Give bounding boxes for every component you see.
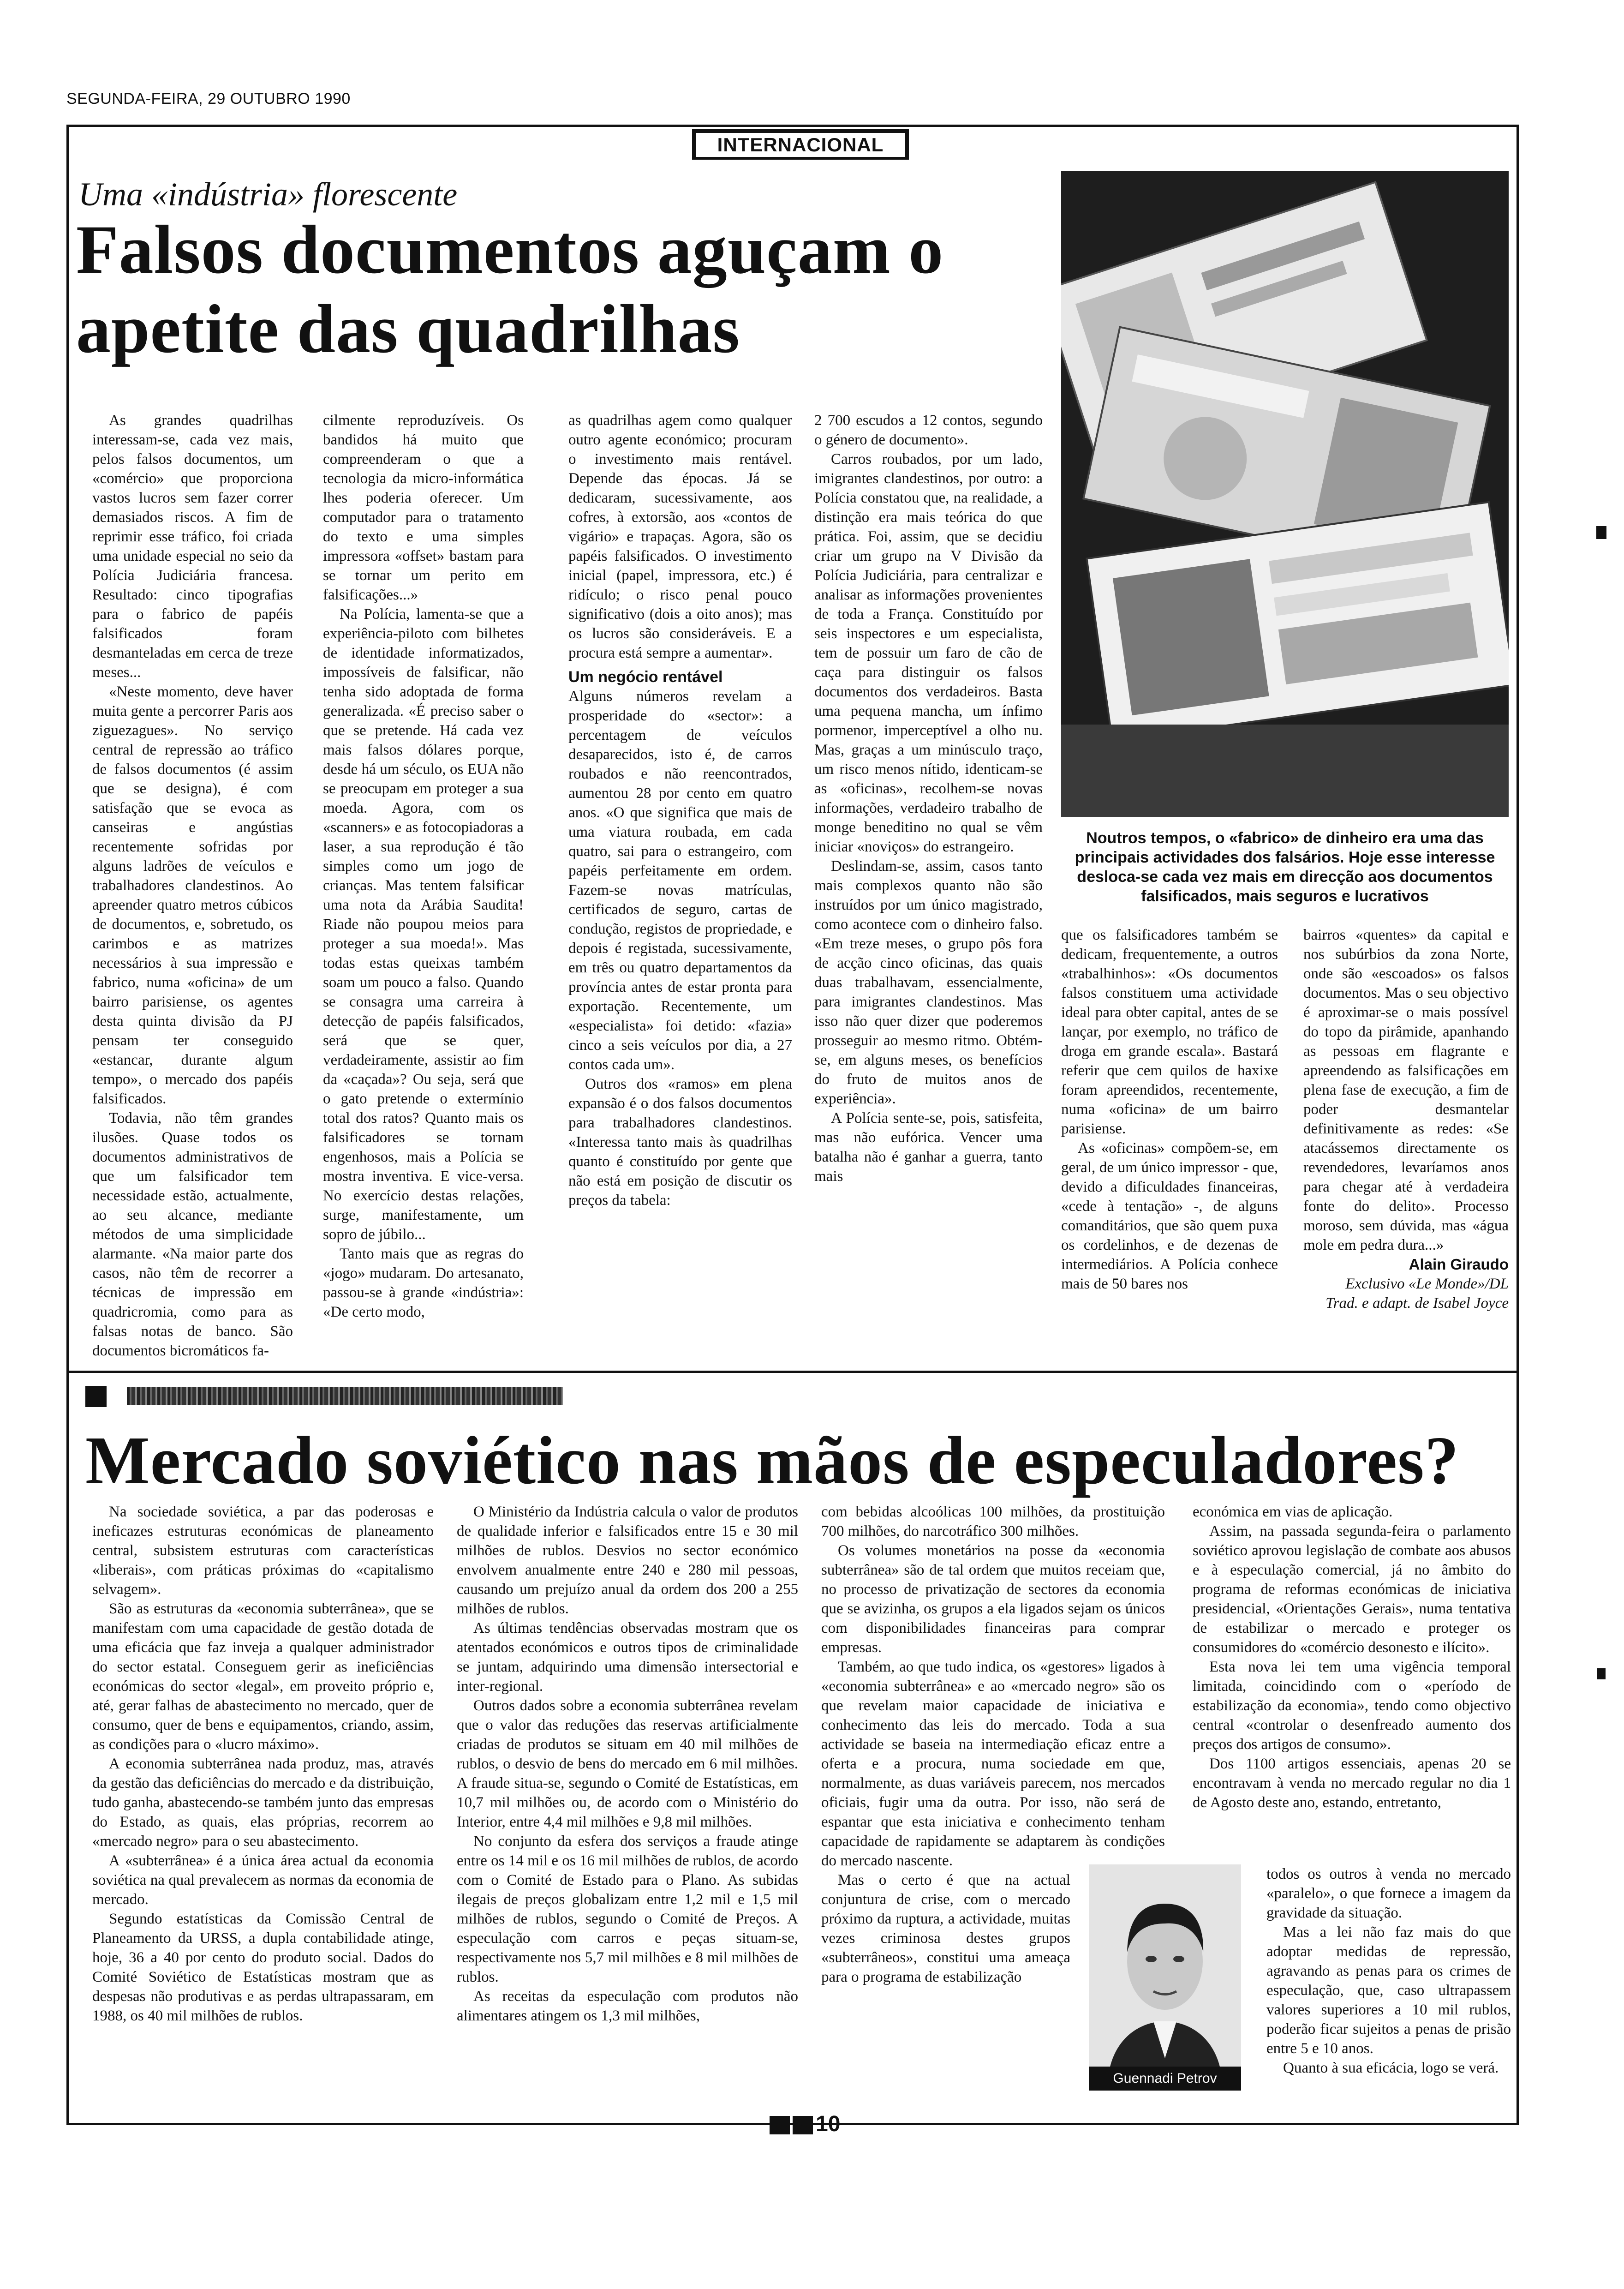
article2-column-2: O Ministério da Indústria calcula o valor de produtos de qualidade inferior e falsificados entre 15 e 30 mil milhões de rublos. Desvios no sector económico envolvem anualmente entre 240 e 280 mil pessoas, causando um prejuízo anual da ordem dos 200 a 255 milhões de rublos. As últimas tendências observadas mostram que os atentados económicos e outros tipos de criminalidade se juntam, adquirindo uma dimensão intersectorial e inter-regional. Outros dados sobre a economia subterrânea revelam que o valor das reduções das reservas artificialmente criadas de produtos se situam em 40 mil milhões de rublos, o desvio de bens do mercado em 6 mil milhões. A fraude situa-se, segundo o Comité de Estatísticas, em 10,7 mil milhões ou, de acordo com o Ministério do Interior, entre 4,4 mil milhões e 9,8 mil milhões. No conjunto da esfera dos serviços a fraude atinge entre os 14 mil e os 16 mil milhões de rublos, de acordo com o Comité de Estado para o Plano. As subidas ilegais de preços globalizam entre 1,2 mil e 1,5 mil milhões de rublos, segundo o Comité de Preços. A especulação com carros e peças situam-se, respectivamente nos 5,7 mil milhões e 8 mil milhões de rublos. As receitas da especulação com produtos não alimentares atingem os 1,3 mil milhões, bbox=[457, 1504, 798, 2024]
article2-headline: Mercado soviético nas mãos de especuladores? bbox=[85, 1423, 1459, 1498]
article2-column-4-wrap: todos os outros à venda no mercado «paralelo», o que fornece a imagem da gravidade da situação. Mas a lei não faz mais do que adoptar medidas de repressão, agravando as penas para os crimes de especulação, que, caso ultrapassem valores superiores a 10 mil rublos, poderão ficar sujeitos a penas de prisão entre 5 e 10 anos. Quanto à sua eficácia, logo se verá. bbox=[1266, 1866, 1511, 2076]
dateline: SEGUNDA-FEIRA, 29 OUTUBRO 1990 bbox=[66, 90, 351, 108]
photo-caption: Noutros tempos, o «fabrico» de dinheiro era uma das principais actividades dos falsários. Hoje esse interesse desloca-se cada vez mais em direcção aos documentos falsificados, mais seguros e lucrativos bbox=[1075, 829, 1495, 905]
article2-column-4: económica em vias de aplicação. Assim, na passada segunda-feira o parlamento soviético aprovou legislação de combate aos abusos e à especulação comercial, já no âmbito do programa de reformas económicas de iniciativa presidencial, «Orientações Gerais», numa tentativa de estabilizar o mercado e proteger os consumidores do «comércio desonesto e ilícito». Esta nova lei tem uma vigência temporal limitada, coincidindo com o «período de estabilização da economia», tendo como objectivo central «controlar o desenfreado aumento dos preços dos artigos de consumo». Dos 1100 artigos essenciais, apenas 20 se encontravam à venda no mercado regular no dia 1 de Agosto deste ano, estando, entretanto, bbox=[1193, 1504, 1511, 1811]
portrait-photo bbox=[1089, 1864, 1241, 2091]
article1-column-1: As grandes quadrilhas interessam-se, cada vez mais, pelos falsos documentos, um «comércio» que proporciona vastos lucros sem fazer correr demasiados riscos. A fim de reprimir esse tráfico, foi criada uma unidade especial no seio da Polícia Judiciária francesa. Resultado: cinco tipografias para o fabrico de papéis falsificados foram desmanteladas em cerca de treze meses... «Neste momento, deve haver muita gente a percorrer Paris aos ziguezagues». No serviço central de repressão ao tráfico de falsos documentos (é assim que se designa), é com satisfação que se evoca as canseiras e angústias recentemente sofridas por alguns ladrões de veículos e trabalhadores clandestinos. Ao apreender quatro metros cúbicos de documentos, e, sobretudo, os carimbos e as matrizes necessários à sua impressão e fabrico, numa «oficina» de um bairro parisiense, os agentes desta quinta divisão da PJ pensam ter conseguido «estancar, durante algum tempo», o mercado dos papéis falsificados. Todavia, não têm grandes ilusões. Quase todos os documentos administrativos de que um falsificador tem necessidade estão, actualmente, ao seu alcance, mediante métodos de uma simplicidade alarmante. «Na maior parte dos casos, não têm de recorrer a técnicas de impressão em quadricromia, como para as falsas notas de banco. São documentos bicromáticos fa- bbox=[92, 412, 293, 1359]
article1-column-6: bairros «quentes» da capital e nos subúrbios da zona Norte, onde são «escoados» os falsos documentos. Mas o seu objectivo é aproximar-se o mais possível do topo da pirâmide, apanhando as pessoas em flagrante e apreendendo as falsificações em plena fase de execução, a fim de poder desmantelar definitivamente as redes: «Se atacássemos directamente os revendedores, levaríamos anos para chegar até à verdadeira fonte do delito». Processo moroso, sem dúvida, mas «água mole em pedra dura...» Alain Giraudo Exclusivo «Le Monde»/DL Trad. e adapt. de Isabel Joyce bbox=[1303, 925, 1509, 1313]
section-tag: INTERNACIONAL bbox=[692, 129, 909, 160]
author-name: Alain Giraudo bbox=[1409, 1256, 1509, 1273]
banknotes-photo bbox=[1061, 171, 1509, 817]
article1-kicker: Uma «indústria» florescente bbox=[78, 176, 458, 213]
article1-column-4: 2 700 escudos a 12 contos, segundo o género de documento». Carros roubados, por um lado, imigrantes clandestinos, por outro: a Polícia constatou que, na realidade, a distinção era mais teórica do que prática. Foi, assim, que se decidiu criar um grupo na V Divisão da Polícia Judiciária, para centralizar e analisar as informações provenientes de toda a França. Constituído por seis inspectores e um especialista, tem de possuir um faro de cão de caça para distinguir os falsos documentos dos verdadeiros. Basta uma pequena mancha, um ínfimo pormenor, imperceptível a olho nu. Mas, graças a um minúsculo traço, um risco menos nítido, identicam-se as «oficinas», recolhem-se novas informações, verdadeiro trabalho de monge beneditino no qual se vêm iniciar «noviços» do estrangeiro. Deslindam-se, assim, casos tanto mais complexos quanto não são instruídos por um único magistrado, como acontece com o dinheiro falso. «Em treze meses, o grupo pôs fora de acção cinco oficinas, das quais duas trabalhavam, essencialmente, para imigrantes clandestinos. Mas isso não quer dizer que poderemos prosseguir ao mesmo ritmo. Obtém-se, em alguns meses, os benefícios do fruto de muitos anos de experiência». A Polícia sente-se, pois, satisfeita, mas não eufórica. Vencer uma batalha não é ganhar a guerra, tanto mais bbox=[814, 412, 1043, 1185]
article2-rule-bar bbox=[85, 1382, 563, 1408]
portrait-caption: Guennadi Petrov bbox=[1089, 2067, 1241, 2091]
scan-mark bbox=[1597, 1668, 1606, 1679]
translation-credit: Trad. e adapt. de Isabel Joyce bbox=[1325, 1295, 1509, 1312]
footer-page-number: 10 bbox=[770, 2111, 840, 2137]
article1-headline: Falsos documentos aguçam o apetite das quadrilhas bbox=[76, 211, 944, 367]
article2-column-3: com bebidas alcoólicas 100 milhões, da prostituição 700 milhões, do narcotráfico 300 milhões. Os volumes monetários na posse da «economia subterrânea» são de tal ordem que muitos receiam que, no processo de privatização de sectores da economia que se avizinha, os grupos a ela ligados sejam os únicos com disponibilidades financeiras para comprar empresas. Também, ao que tudo indica, os «gestores» ligados à «economia subterrânea» e ao «mercado negro» são os que revelam maior capacidade de iniciativa e conhecimento das leis do mercado. Toda a sua actividade se baseia na intermediação eficaz entre a oferta e a procura, numa sociedade em que, normalmente, as duas variáveis parecem, nos mercados oficiais, fugir uma da outra. Por isso, não será de espantar que esta iniciativa e conhecimento tenham capacidade de rapidamente se adaptarem às condições do mercado nascente. Mas o certo é que na actual conjuntura de crise, com o mercado próximo da ruptura, a actividade, muitas vezes criminosa destes grupos «subterrâneos», constitui uma ameaça para o programa de estabilização bbox=[821, 1504, 1165, 1985]
article1-subhead: Um negócio rentável bbox=[568, 668, 723, 686]
article1-column-3: as quadrilhas agem como qualquer outro agente económico; procuram o investimento mais rentável. Depende das épocas. Já se dedicaram, sucessivamente, aos cofres, à extorsão, aos «contos de vigário» e trapaças. Agora, são os papéis falsificados. O investimento inicial (papel, impressora, etc.) é ridículo; o risco penal pouco significativo (dois a oito anos); mas os lucros são consideráveis. E a procura está sempre a aumentar». Um negócio rentável Alguns números revelam a prosperidade do «sector»: a percentagem de veículos desaparecidos, isto é, de carros roubados e não reencontrados, aumentou 28 por cento em quatro anos. «O que significa que mais de uma viatura roubada, em cada quatro, sai para o estrangeiro, com papéis perfeitamente em ordem. Fazem-se novas matrículas, certificados de seguro, cartas de condução, registos de propriedade, e depois é registada, sucessivamente, em três ou quatro departamentos da província antes de estar pronta para exportação. Recentemente, um «especialista» foi detido: «fazia» cinco a seis veículos por dia, a 27 contos cada um». Outros dos «ramos» em plena expansão é o dos falsos documentos para trabalhadores clandestinos. «Interessa tanto mais às quadrilhas quanto é constituído por gente que não está em posição de discutir os preços da tabela: bbox=[568, 412, 792, 1209]
article1-column-2: cilmente reproduzíveis. Os bandidos há muito que compreenderam o que a tecnologia da micro-informática lhes poderia oferecer. Um computador para o tratamento do texto e uma simples impressora «offset» bastam para se tornar um perito em falsificações...» Na Polícia, lamenta-se que a experiência-piloto com bilhetes de identidade informatizados, impossíveis de falsificar, não tenha sido adoptada de forma generalizada. «É preciso saber o que se pretende. Há cada vez mais falsos dólares porque, desde há um século, os EUA não se preocupam em proteger a sua moeda. Agora, com os «scanners» e as fotocopiadoras a laser, a sua reprodução é tão simples como um jogo de crianças. Mas tentem falsificar uma nota da Arábia Saudita! Riade não poupou meios para proteger a sua moeda!». Mas todas estas queixas também soam um pouco a falso. Quando se consagra uma carreira à detecção de papéis falsificados, será que se quer, verdadeiramente, assistir ao fim da «caçada»? Ou seja, será que o gato pretende o extermínio total dos ratos? Quanto mais os falsificadores se tornam engenhosos, mais a Polícia se mostra inventiva. E vice-versa. No exercício destas relações, surge, manifestamente, um sopro de júbilo... Tanto mais que as regras do «jogo» mudaram. Do artesanato, passou-se à grande «indústria»: «De certo modo, bbox=[323, 412, 524, 1320]
publication-logo-icon bbox=[770, 2116, 790, 2134]
article2-column-1: Na sociedade soviética, a par das poderosas e ineficazes estruturas económicas de planeamento central, subsistem estruturas com características «liberais», com práticas próximas do «capitalismo selvagem». São as estruturas da «economia subterrânea», que se manifestam com uma capacidade de gestão dotada de uma eficácia que faz inveja a qualquer administrador do sector estatal. Conseguem gerir as ineficiências económicas do sector «legal», em proveito próprio e, até, gerar falhas de abastecimento no mercado, quer de consumo, quer de bens e equipamentos, criando, assim, as condições para o «lucro máximo». A economia subterrânea nada produz, mas, através da gestão das deficiências do mercado e da distribuição, tudo ganha, abastecendo-se também junto das empresas do Estado, as quais, elas próprias, recorrem ao «mercado negro» para o seu abastecimento. A «subterrânea» é a única área actual da economia soviética na qual prevalecem as normas da economia de mercado. Segundo estatísticas da Comissão Central de Planeamento da URSS, a dupla contabilidade atinge, hoje, 36 a 40 por cento do produto social. Dados do Comité Soviético de Estatísticas mostram que as despesas não produtivas e as perdas ultrapassaram, em 1988, os 40 mil milhões de rublos. bbox=[92, 1504, 434, 2024]
article1-column-5: que os falsificadores também se dedicam, frequentemente, a outros «trabalhinhos»: «Os documentos falsos constituem uma actividade ideal para obter capital, antes de se lançar, por exemplo, no tráfico de droga em grande escala». Bastará referir que cem quilos de haxixe foram apreendidos, recentemente, numa «oficina» de um bairro parisiense. As «oficinas» compõem-se, em geral, de um único impressor - que, devido a dificuldades financeiras, «cede à tentação» -, de alguns comanditários, que são quem puxa os cordelinhos, e de dezenas de intermediários. A Polícia conhece mais de 50 bares nos bbox=[1061, 927, 1278, 1292]
scan-mark bbox=[1596, 526, 1606, 539]
source-credit: Exclusivo «Le Monde»/DL bbox=[1345, 1276, 1509, 1292]
publication-logo-icon bbox=[793, 2116, 813, 2134]
